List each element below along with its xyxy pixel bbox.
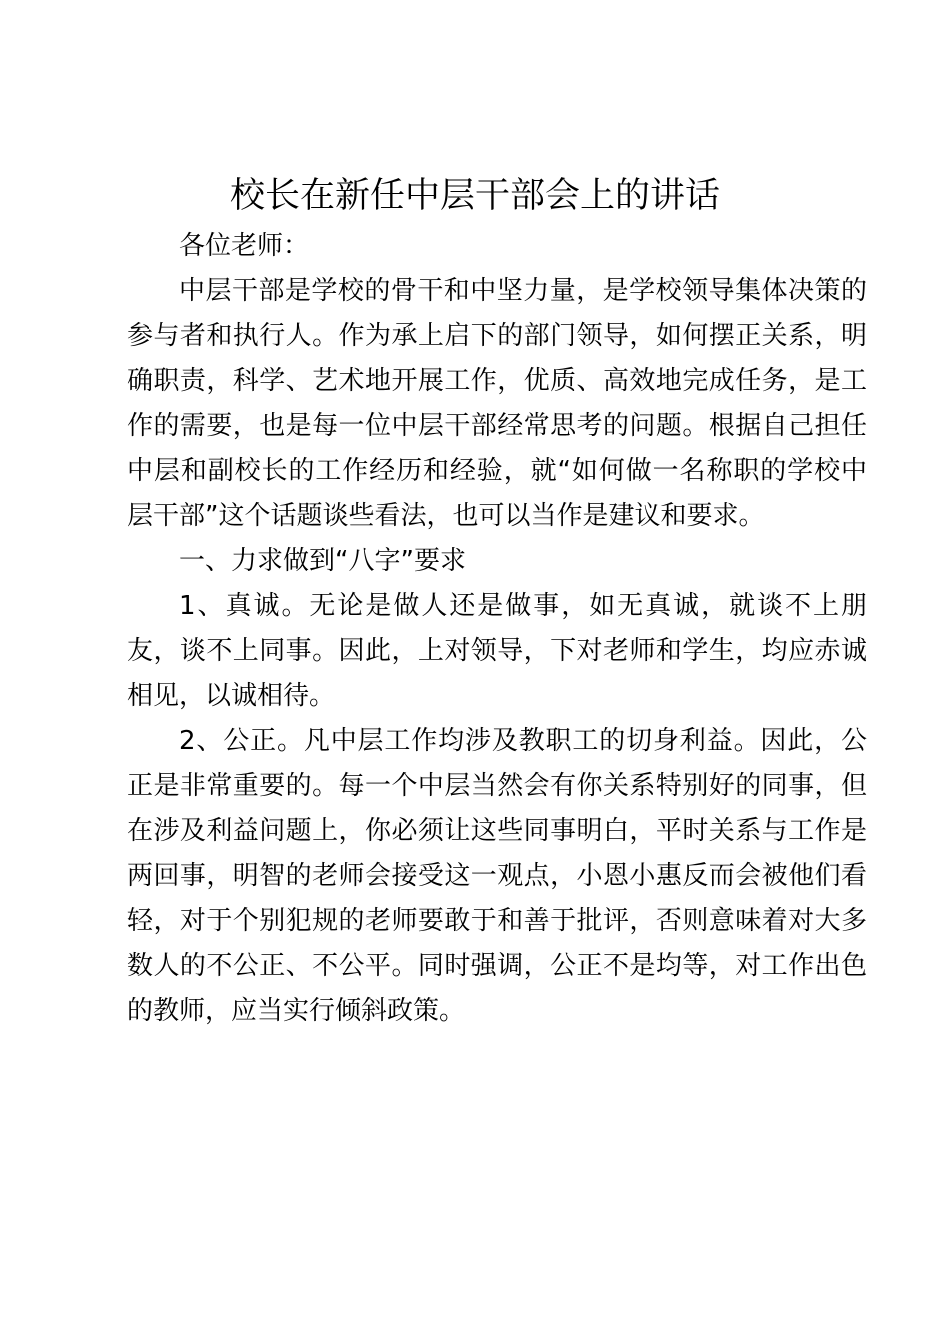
paragraph-sincerity: 1、真诚。无论是做人还是做事，如无真诚，就谈不上朋友，谈不上同事。因此，上对领导，下对老师和学生，均应赤诚相见，以诚相待。 xyxy=(127,591,867,711)
section-heading: 一、力求做到“八字”要求 xyxy=(179,546,466,576)
document-title: 校长在新任中层干部会上的讲话 xyxy=(229,176,720,216)
paragraph-intro: 中层干部是学校的骨干和中坚力量，是学校领导集体决策的参与者和执行人。作为承上启下的部门领导，如何摆正关系，明确职责，科学、艺术地开展工作，优质、高效地完成任务，是工作的需要，也是每一位中层干部经常思考的问题。根据自己担任中层和副校长的工作经历和经验，就“如何做一名称职的学校中层干部”这个话题谈些看法，也可以当作是建议和要求。 xyxy=(127,276,867,531)
paragraph-fairness: 2、公正。凡中层工作均涉及教职工的切身利益。因此，公正是非常重要的。每一个中层当然会有你关系特别好的同事，但在涉及利益问题上，你必须让这些同事明白，平时关系与工作是两回事，明智的老师会接受这一观点，小恩小惠反而会被他们看轻，对于个别犯规的老师要敢于和善于批评，否则意味着对大多数人的不公正、不公平。同时强调，公正不是均等，对工作出色的教师，应当实行倾斜政策。 xyxy=(127,726,867,1026)
salutation: 各位老师： xyxy=(179,231,310,261)
document-body xyxy=(127,224,867,1034)
